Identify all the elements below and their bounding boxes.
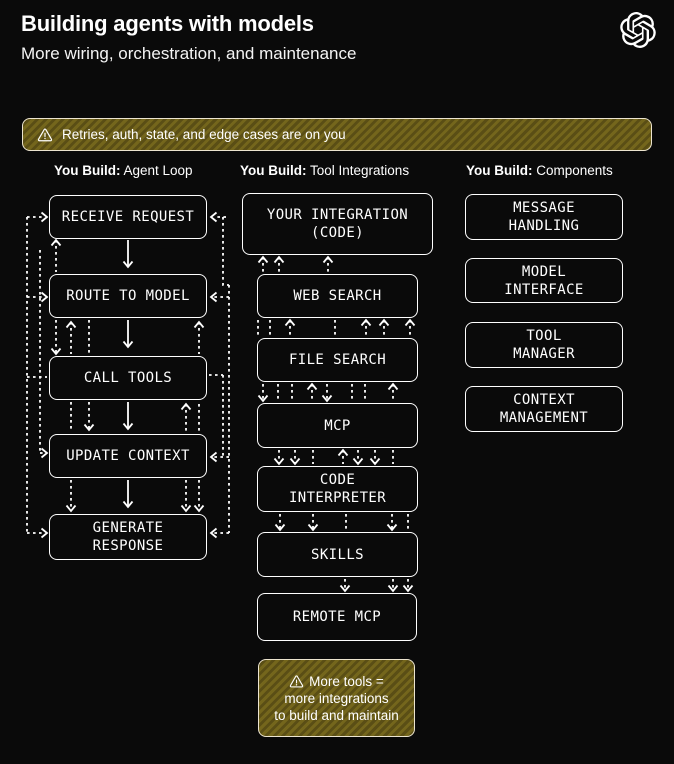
footer-warning [258, 659, 415, 737]
node-label: MODEL [521, 263, 567, 280]
page-title: Building agents with models [21, 11, 314, 36]
page-subtitle: More wiring, orchestration, and maintenance [21, 44, 357, 63]
node-label: SKILLS [311, 546, 364, 563]
node-label: REMOTE MCP [292, 609, 382, 625]
column-header-label: Tool Integrations [306, 163, 410, 178]
node-context-management [465, 386, 623, 432]
warning-banner [22, 118, 652, 151]
node-generate-response [49, 514, 207, 560]
footer-warning-text: More tools = [309, 673, 384, 689]
node-label: CODE [319, 472, 356, 488]
column-header-prefix: You Build: [466, 163, 533, 178]
node-label: GENERATE [92, 520, 164, 536]
node-skills [257, 532, 418, 577]
node-label: RESPONSE [92, 538, 164, 554]
node-model-interface [465, 258, 623, 303]
warning-triangle-icon [289, 674, 304, 689]
node-label: TOOL [526, 328, 562, 344]
node-web-search [257, 274, 418, 318]
node-label: ROUTE TO MODEL [66, 288, 190, 304]
node-label: MANAGEMENT [499, 410, 589, 426]
node-label: MESSAGE [513, 200, 575, 216]
column-header-prefix: You Build: [54, 163, 121, 178]
node-label: WEB SEARCH [293, 288, 382, 304]
footer-warning-text: more integrations [284, 690, 389, 706]
node-label: CALL TOOLS [83, 370, 173, 386]
column-header-prefix: You Build: [240, 163, 307, 178]
node-label: FILE SEARCH [288, 352, 387, 368]
node-mcp [257, 403, 418, 448]
column-header-components [466, 163, 613, 178]
node-route-to-model [49, 274, 207, 318]
warning-banner-text: Retries, auth, state, and edge cases are on you [62, 127, 346, 142]
node-label: MANAGER [513, 346, 575, 362]
node-label: HANDLING [508, 218, 580, 234]
footer-warning-text: to build and maintain [274, 707, 399, 723]
node-file-search [257, 338, 418, 382]
node-your-integration [242, 193, 433, 255]
node-label: UPDATE CONTEXT [66, 448, 190, 464]
column-header-agent-loop [54, 163, 193, 178]
column-header-label: Components [532, 163, 613, 178]
column-header-tool-integrations [240, 163, 409, 178]
node-label: RECEIVE REQUEST [61, 209, 195, 225]
node-message-handling [465, 194, 623, 240]
node-remote-mcp [257, 593, 417, 641]
node-receive-request [49, 195, 207, 239]
node-label: (CODE) [311, 225, 364, 241]
node-label: MCP [324, 417, 351, 434]
node-call-tools [49, 356, 207, 400]
node-update-context [49, 434, 207, 478]
column-header-label: Agent Loop [120, 163, 193, 178]
node-label: INTERPRETER [288, 490, 387, 506]
node-tool-manager [465, 322, 623, 368]
node-code-interpreter [257, 466, 418, 512]
footer-warning-line [289, 673, 384, 690]
warning-triangle-icon [37, 127, 53, 143]
node-label: INTERFACE [504, 281, 584, 298]
openai-logo-icon [620, 12, 656, 48]
node-label: YOUR INTEGRATION [266, 207, 409, 223]
node-label: CONTEXT [513, 392, 575, 408]
